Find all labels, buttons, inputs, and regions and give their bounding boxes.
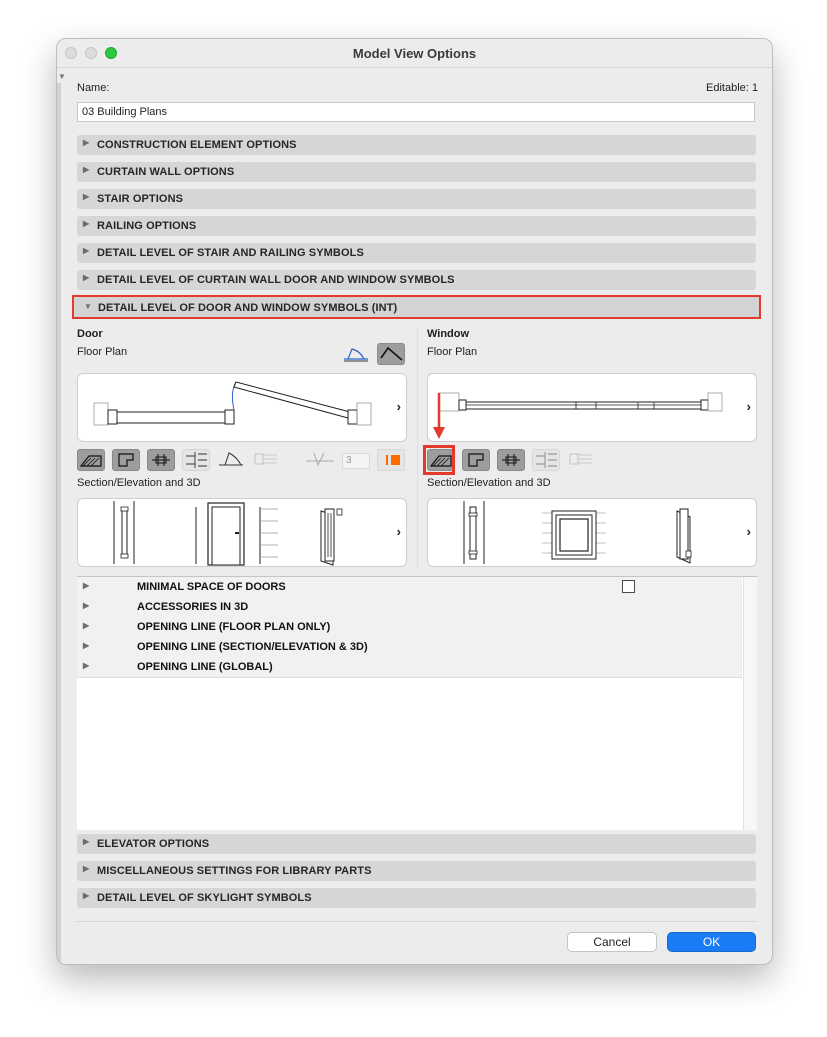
window-detail-simple-icon[interactable] xyxy=(567,449,595,471)
window-section-label: Section/Elevation and 3D xyxy=(427,477,551,489)
section-curtain-wall-door-window-symbols[interactable] xyxy=(77,270,756,290)
section-label: MISCELLANEOUS SETTINGS FOR LIBRARY PARTS xyxy=(97,865,372,877)
section-elevator-options[interactable] xyxy=(77,834,756,854)
door-section-preview[interactable] xyxy=(77,498,407,567)
door-detail-hatched-wall-icon[interactable] xyxy=(77,449,105,471)
section-door-window-symbols-int[interactable] xyxy=(72,295,761,319)
disclosure-triangle-icon: ▶ xyxy=(83,837,90,846)
disclosure-triangle-icon: ▶ xyxy=(83,601,90,610)
list-item-label: ACCESSORIES IN 3D xyxy=(137,601,249,613)
window-detail-frame-icon[interactable] xyxy=(462,449,490,471)
chevron-right-icon: › xyxy=(396,399,401,414)
disclosure-triangle-icon: ▶ xyxy=(83,273,90,282)
name-field[interactable]: 03 Building Plans xyxy=(77,102,755,122)
selected-option-highlight xyxy=(423,445,455,475)
disclosure-triangle-icon: ▶ xyxy=(83,641,90,650)
section-label: STAIR OPTIONS xyxy=(97,193,184,205)
settings-list xyxy=(77,576,757,830)
section-label: CONSTRUCTION ELEMENT OPTIONS xyxy=(97,139,297,151)
disclosure-triangle-icon: ▶ xyxy=(83,581,90,590)
window-detail-reveal-icon[interactable] xyxy=(532,449,560,471)
section-label: ELEVATOR OPTIONS xyxy=(97,838,210,850)
door-swing-line-icon[interactable] xyxy=(377,343,405,365)
chevron-right-icon: › xyxy=(746,399,751,414)
door-detail-frame-icon[interactable] xyxy=(112,449,140,471)
list-scrollbar[interactable] xyxy=(743,577,757,830)
disclosure-triangle-icon: ▶ xyxy=(83,891,90,900)
list-item-minimal-space-of-doors[interactable] xyxy=(77,577,742,598)
window-heading: Window xyxy=(427,328,470,340)
chevron-right-icon: › xyxy=(746,524,751,539)
footer-divider xyxy=(77,921,757,922)
list-item-opening-line-floor-plan[interactable] xyxy=(77,617,742,638)
model-view-options-dialog xyxy=(56,38,773,965)
section-label: RAILING OPTIONS xyxy=(97,220,197,232)
editable-count: Editable: 1 xyxy=(706,82,758,94)
column-divider xyxy=(417,328,418,568)
disclosure-triangle-icon: ▶ xyxy=(83,165,90,174)
section-stair-options[interactable] xyxy=(77,189,756,209)
section-skylight-symbols[interactable] xyxy=(77,888,756,908)
minimal-space-checkbox[interactable] xyxy=(622,580,635,593)
door-floor-plan-preview[interactable] xyxy=(77,373,407,442)
list-item-label: OPENING LINE (SECTION/ELEVATION & 3D) xyxy=(137,641,368,653)
section-curtain-wall-options[interactable] xyxy=(77,162,756,182)
section-misc-library-parts[interactable] xyxy=(77,861,756,881)
section-label: DETAIL LEVEL OF DOOR AND WINDOW SYMBOLS (INT) xyxy=(98,302,398,314)
list-item-accessories-in-3d[interactable] xyxy=(77,597,742,618)
list-item-label: OPENING LINE (FLOOR PLAN ONLY) xyxy=(137,621,331,633)
left-scrollbar[interactable] xyxy=(57,83,61,964)
disclosure-triangle-icon: ▶ xyxy=(83,661,90,670)
disclosure-triangle-icon: ▶ xyxy=(83,621,90,630)
section-label: DETAIL LEVEL OF CURTAIN WALL DOOR AND WINDOW SYMBOLS xyxy=(97,274,455,286)
disclosure-triangle-icon: ▶ xyxy=(83,192,90,201)
list-item-opening-line-global[interactable] xyxy=(77,657,742,678)
list-item-label: OPENING LINE (GLOBAL) xyxy=(137,661,273,673)
window-section-preview[interactable] xyxy=(427,498,757,567)
window-floor-plan-label: Floor Plan xyxy=(427,346,478,358)
cancel-button[interactable]: Cancel xyxy=(567,932,657,952)
window-detail-sash-icon[interactable] xyxy=(497,449,525,471)
disclosure-triangle-icon: ▶ xyxy=(83,864,90,873)
ok-button[interactable]: OK xyxy=(667,932,756,952)
door-detail-swing-icon[interactable] xyxy=(217,449,245,471)
collapse-arrow-icon[interactable]: ▼ xyxy=(58,72,66,81)
window-floor-plan-preview[interactable] xyxy=(427,373,757,442)
chevron-right-icon: › xyxy=(396,524,401,539)
door-opening-line-icon[interactable] xyxy=(304,449,332,471)
section-label: CURTAIN WALL OPTIONS xyxy=(97,166,235,178)
section-railing-options[interactable] xyxy=(77,216,756,236)
door-floor-plan-label: Floor Plan xyxy=(77,346,128,358)
section-label: DETAIL LEVEL OF SKYLIGHT SYMBOLS xyxy=(97,892,312,904)
door-detail-reveal-icon[interactable] xyxy=(182,449,210,471)
red-arrow-annotation xyxy=(432,391,446,443)
list-item-opening-line-section[interactable] xyxy=(77,637,742,658)
disclosure-triangle-icon: ▶ xyxy=(83,219,90,228)
door-heading: Door xyxy=(77,328,103,340)
list-item-label: MINIMAL SPACE OF DOORS xyxy=(137,581,286,593)
door-color-toggle-icon[interactable] xyxy=(377,449,405,471)
disclosure-triangle-expanded-icon: ▼ xyxy=(84,302,93,311)
door-detail-simple-icon[interactable] xyxy=(252,449,280,471)
disclosure-triangle-icon: ▶ xyxy=(83,246,90,255)
section-label: DETAIL LEVEL OF STAIR AND RAILING SYMBOLS xyxy=(97,247,364,259)
disclosure-triangle-icon: ▶ xyxy=(83,138,90,147)
door-section-label: Section/Elevation and 3D xyxy=(77,477,201,489)
section-construction-element-options[interactable] xyxy=(77,135,756,155)
title-bar xyxy=(57,39,772,68)
window-title: Model View Options xyxy=(352,46,477,61)
name-label: Name: xyxy=(77,82,110,94)
door-detail-level-stepper[interactable]: 3 xyxy=(342,453,370,469)
section-stair-railing-symbols[interactable] xyxy=(77,243,756,263)
door-swing-arc-icon[interactable] xyxy=(342,343,370,365)
door-detail-leaf-icon[interactable] xyxy=(147,449,175,471)
